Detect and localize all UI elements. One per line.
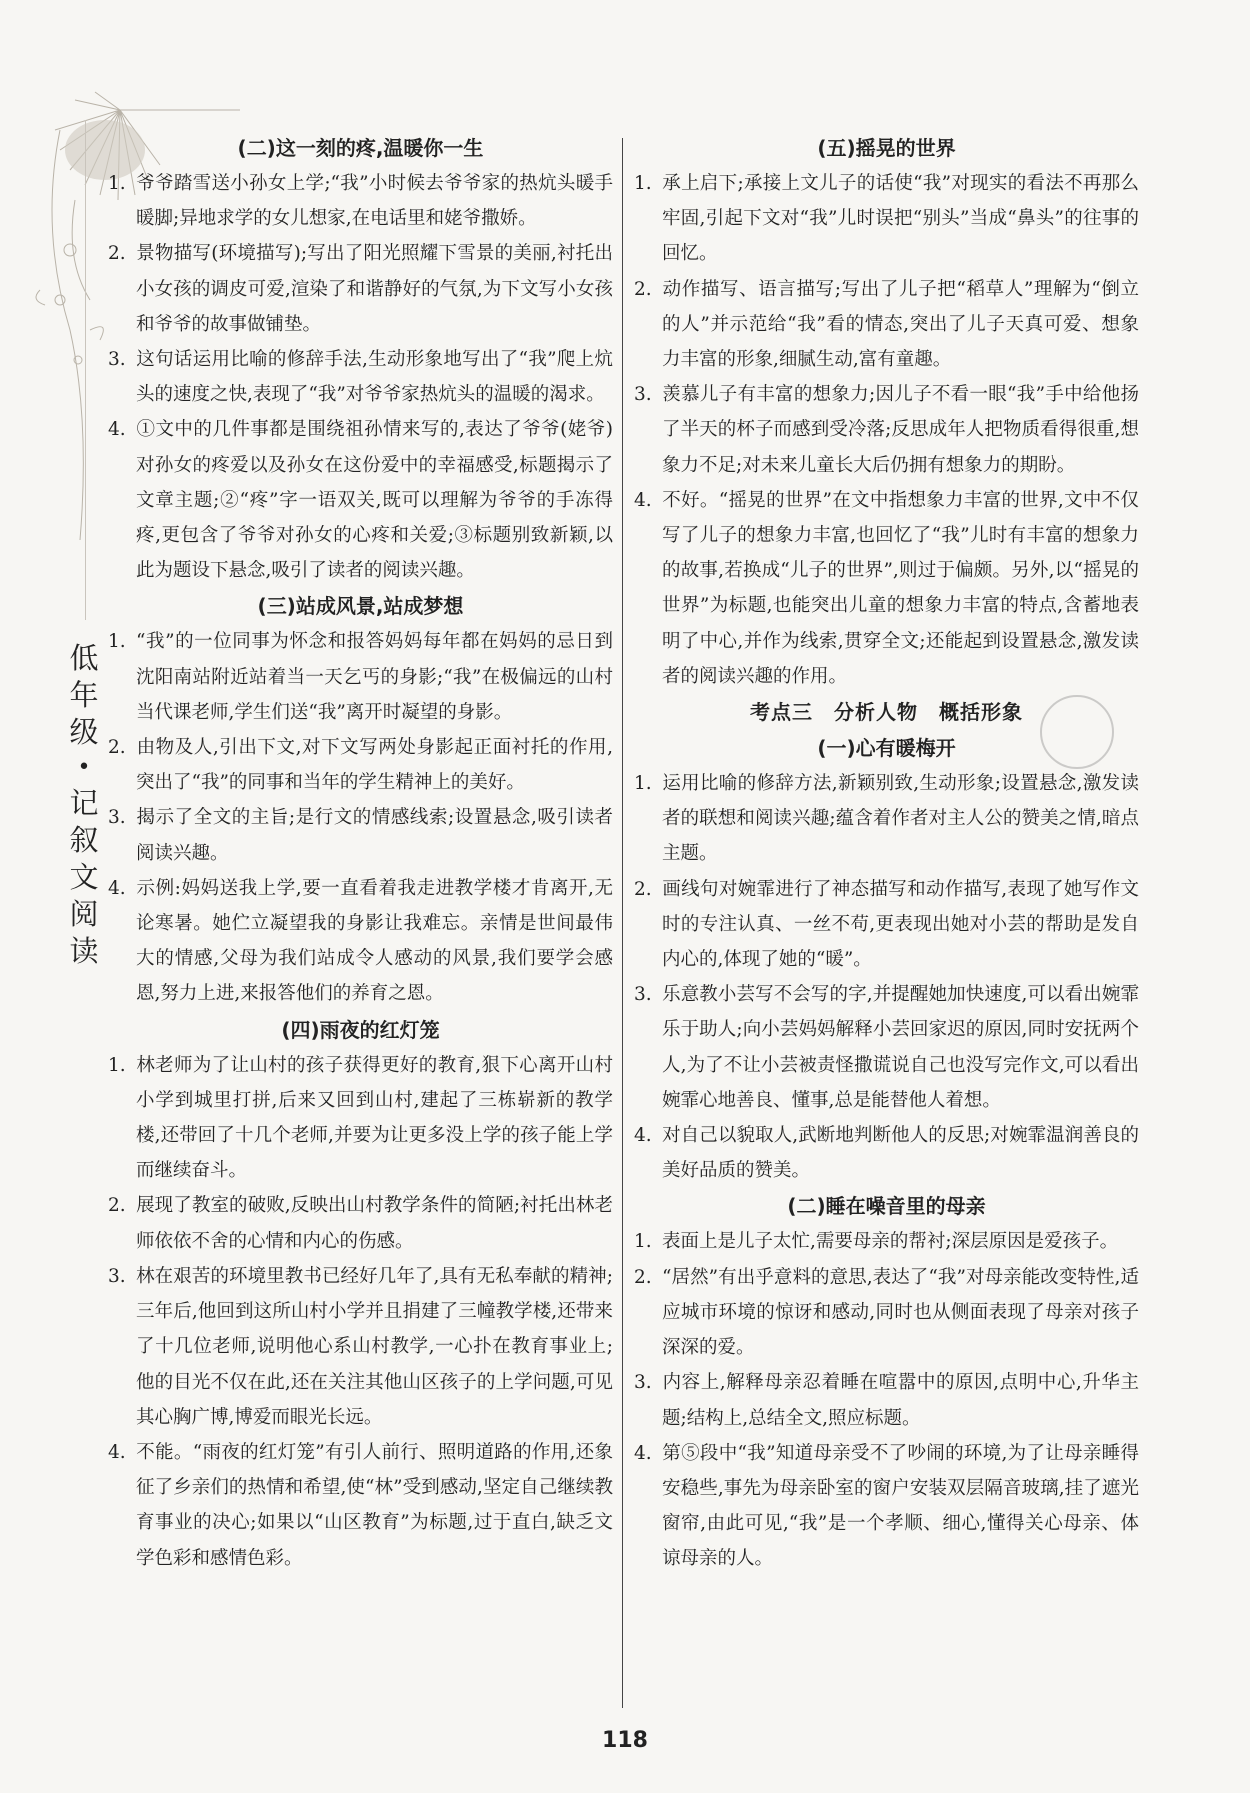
item-number: 2. [634, 1266, 652, 1288]
left-column [108, 130, 613, 1576]
answer-item [634, 483, 1139, 694]
answer-item [634, 766, 1139, 872]
answer-item [108, 730, 613, 800]
item-number: 2. [634, 878, 652, 900]
item-text: 内容上,解释母亲忍着睡在喧嚣中的原因,点明中心,升华主题;结构上,总结全文,照应标题。 [662, 1372, 1139, 1429]
column-divider [622, 138, 623, 1708]
item-number: 1. [108, 1054, 126, 1076]
answer-item [634, 377, 1139, 483]
side-label-char: • [77, 755, 91, 780]
answer-item [108, 1188, 613, 1258]
item-text: 景物描写(环境描写);写出了阳光照耀下雪景的美丽,衬托出小女孩的调皮可爱,渲染了和谐静好的气氛,为下文写小女孩和爷爷的故事做铺垫。 [136, 243, 613, 335]
item-number: 4. [108, 1441, 126, 1463]
side-label-char: 级 [69, 715, 99, 749]
answer-item [108, 871, 613, 1012]
item-text: 爷爷踏雪送小孙女上学;“我”小时候去爷爷家的热炕头暖手暖脚;异地求学的女儿想家,在电话里和姥爷撒娇。 [136, 173, 613, 230]
answer-item [108, 1259, 613, 1435]
section-heading: 考点三 分析人物 概括形象 [750, 700, 1023, 725]
item-text: 林在艰苦的环境里教书已经好几年了,具有无私奉献的精神;三年后,他回到这所山村小学并且捐建了三幢教学楼,还带来了十几位老师,说明他心系山村教学,一心扑在教育事业上;他的目光不仅在此,还在关注其他山区孩子的上学问题,可见其心胸广博,博爱而眼光长远。 [136, 1265, 613, 1428]
side-label-char: 低 [69, 641, 99, 675]
item-number: 1. [634, 1231, 652, 1253]
item-number: 3. [108, 349, 126, 371]
item-number: 2. [634, 278, 652, 300]
answer-item [634, 166, 1139, 272]
side-label-char: 阅 [69, 897, 99, 931]
answer-item [634, 1365, 1139, 1435]
page-number: 118 [602, 1728, 648, 1753]
decorative-vertical-line [85, 120, 86, 620]
item-text: 不好。“摇晃的世界”在文中指想象力丰富的世界,文中不仅写了儿子的想象力丰富,也回忆了“我”儿时有丰富的想象力的故事,若换成“儿子的世界”,则过于偏颇。另外,以“摇晃的世界”为标题,也能突出儿童的想象力丰富的特点,含蓄地表明了中心,并作为线索,贯穿全文;还能起到设置悬念,激发读者的阅读兴趣的作用。 [662, 489, 1139, 687]
item-number: 2. [108, 1195, 126, 1217]
item-text: 承上启下;承接上文儿子的话使“我”对现实的看法不再那么牢固,引起下文对“我”儿时误把“别头”当成“鼻头”的往事的回忆。 [662, 173, 1139, 265]
item-text: 对自己以貌取人,武断地判断他人的反思;对婉霏温润善良的美好品质的赞美。 [662, 1125, 1139, 1182]
item-text: 画线句对婉霏进行了神态描写和动作描写,表现了她写作文时的专注认真、一丝不苟,更表现出她对小芸的帮助是发自内心的,体现了她的“暖”。 [662, 878, 1139, 971]
side-label-char: 记 [69, 786, 99, 820]
watermark-stamp [1040, 695, 1114, 769]
item-number: 1. [108, 173, 126, 194]
item-number: 1. [634, 173, 652, 194]
item-number: 3. [108, 807, 126, 829]
section-heading: (五)摇晃的世界 [817, 136, 956, 160]
item-text: 动作描写、语言描写;写出了儿子把“稻草人”理解为“倒立的人”并示范给“我”看的情态,突出了儿子天真可爱、想象力丰富的形象,细腻生动,富有童趣。 [662, 278, 1139, 371]
answer-item [108, 166, 613, 236]
section-heading: (四)雨夜的红灯笼 [281, 1017, 440, 1042]
side-label-char: 文 [69, 860, 99, 894]
item-text: 揭示了全文的主旨;是行文的情感线索;设置悬念,吸引读者阅读兴趣。 [136, 807, 613, 864]
answer-item [634, 1260, 1139, 1366]
side-label-char: 读 [69, 934, 99, 968]
section-heading: (一)心有暖梅开 [817, 736, 956, 761]
item-number: 4. [634, 489, 652, 511]
item-text: 乐意教小芸写不会写的字,并提醒她加快速度,可以看出婉霏乐于助人;向小芸妈妈解释小芸回家迟的原因,同时安抚两个人,为了不让小芸被责怪撒谎说自己也没写完作文,可以看出婉霏心地善良、懂事,总是能替他人着想。 [662, 984, 1139, 1111]
answer-item [634, 872, 1139, 978]
item-text: 第⑤段中“我”知道母亲受不了吵闹的环境,为了让母亲睡得安稳些,事先为母亲卧室的窗户安装双层隔音玻璃,挂了遮光窗帘,由此可见,“我”是一个孝顺、细心,懂得关心母亲、体谅母亲的人。 [662, 1442, 1139, 1570]
item-number: 4. [108, 419, 126, 441]
item-text: 示例:妈妈送我上学,要一直看着我走进教学楼才肯离开,无论寒暑。她伫立凝望我的身影让我难忘。亲情是世间最伟大的情感,父母为我们站成令人感动的风景,我们要学会感恩,努力上进,来报答他们的养育之恩。 [136, 877, 613, 1005]
side-label-char: 叙 [69, 823, 99, 857]
answer-item [634, 977, 1139, 1118]
item-text: 由物及人,引出下文,对下文写两处身影起正面衬托的作用,突出了“我”的同事和当年的学生精神上的美好。 [136, 737, 613, 794]
answer-item [634, 272, 1139, 378]
item-number: 1. [634, 773, 652, 795]
item-number: 2. [108, 737, 126, 759]
item-text: 展现了教室的破败,反映出山村教学条件的简陋;衬托出林老师依依不舍的心情和内心的伤感。 [136, 1195, 613, 1252]
item-text: “我”的一位同事为怀念和报答妈妈每年都在妈妈的忌日到沈阳南站附近站着当一天乞丐的身影;“我”在极偏远的山村当代课老师,学生们送“我”离开时凝望的身影。 [136, 631, 613, 723]
item-number: 4. [108, 877, 126, 899]
item-number: 3. [634, 1372, 652, 1394]
item-text: ①文中的几件事都是围绕祖孙情来写的,表达了爷爷(姥爷)对孙女的疼爱以及孙女在这份爱中的幸福感受,标题揭示了文章主题;②“疼”字一语双关,既可以理解为爷爷的手冻得疼,更包含了爷爷对孙女的心疼和关爱;③标题别致新颖,以此为题设下悬念,吸引了读者的阅读兴趣。 [136, 419, 613, 582]
item-text: 这句话运用比喻的修辞手法,生动形象地写出了“我”爬上炕头的速度之快,表现了“我”对爷爷家热炕头的温暖的渴求。 [136, 349, 613, 406]
item-text: 羡慕儿子有丰富的想象力;因儿子不看一眼“我”手中给他扬了半天的杯子而感到受冷落;反思成年人把物质看得很重,想象力不足;对未来儿童长大后仍拥有想象力的期盼。 [662, 384, 1139, 476]
side-label-char: 年 [69, 678, 99, 712]
right-column [634, 130, 1139, 1577]
answer-item [108, 236, 613, 342]
answer-item [108, 624, 613, 730]
item-text: 林老师为了让山村的孩子获得更好的教育,狠下心离开山村小学到城里打拼,后来又回到山村,建起了三栋崭新的教学楼,还带回了十几个老师,并要为让更多没上学的孩子能上学而继续奋斗。 [136, 1054, 613, 1182]
item-number: 4. [634, 1442, 652, 1464]
item-number: 3. [634, 984, 652, 1006]
item-text: 不能。“雨夜的红灯笼”有引人前行、照明道路的作用,还象征了乡亲们的热情和希望,使“林”受到感动,坚定自己继续教育事业的决心;如果以“山区教育”为标题,过于直白,缺乏文学色彩和感情色彩。 [136, 1441, 613, 1569]
answer-item [634, 1118, 1139, 1188]
item-text: 表面上是儿子太忙,需要母亲的帮衬;深层原因是爱孩子。 [662, 1231, 1119, 1253]
item-text: “居然”有出乎意料的意思,表达了“我”对母亲能改变特性,适应城市环境的惊讶和感动,同时也从侧面表现了母亲对孩子深深的爱。 [662, 1266, 1139, 1359]
answer-item [108, 412, 613, 588]
item-number: 1. [108, 631, 126, 653]
answer-item [108, 1435, 613, 1576]
section-heading: (二)睡在噪音里的母亲 [787, 1194, 986, 1219]
answer-item [634, 1436, 1139, 1577]
answer-item [108, 1048, 613, 1189]
answer-item [108, 342, 613, 412]
item-number: 4. [634, 1125, 652, 1147]
item-text: 运用比喻的修辞方法,新颖别致,生动形象;设置悬念,激发读者的联想和阅读兴趣;蕴含着作者对主人公的赞美之情,暗点主题。 [662, 773, 1139, 865]
side-label [62, 640, 106, 970]
section-heading: (三)站成风景,站成梦想 [257, 594, 464, 619]
answer-item [634, 1224, 1139, 1259]
section-heading: (二)这一刻的疼,温暖你一生 [237, 136, 484, 160]
item-number: 3. [108, 1265, 126, 1287]
answer-item [108, 800, 613, 870]
item-number: 3. [634, 384, 652, 406]
item-number: 2. [108, 243, 126, 265]
